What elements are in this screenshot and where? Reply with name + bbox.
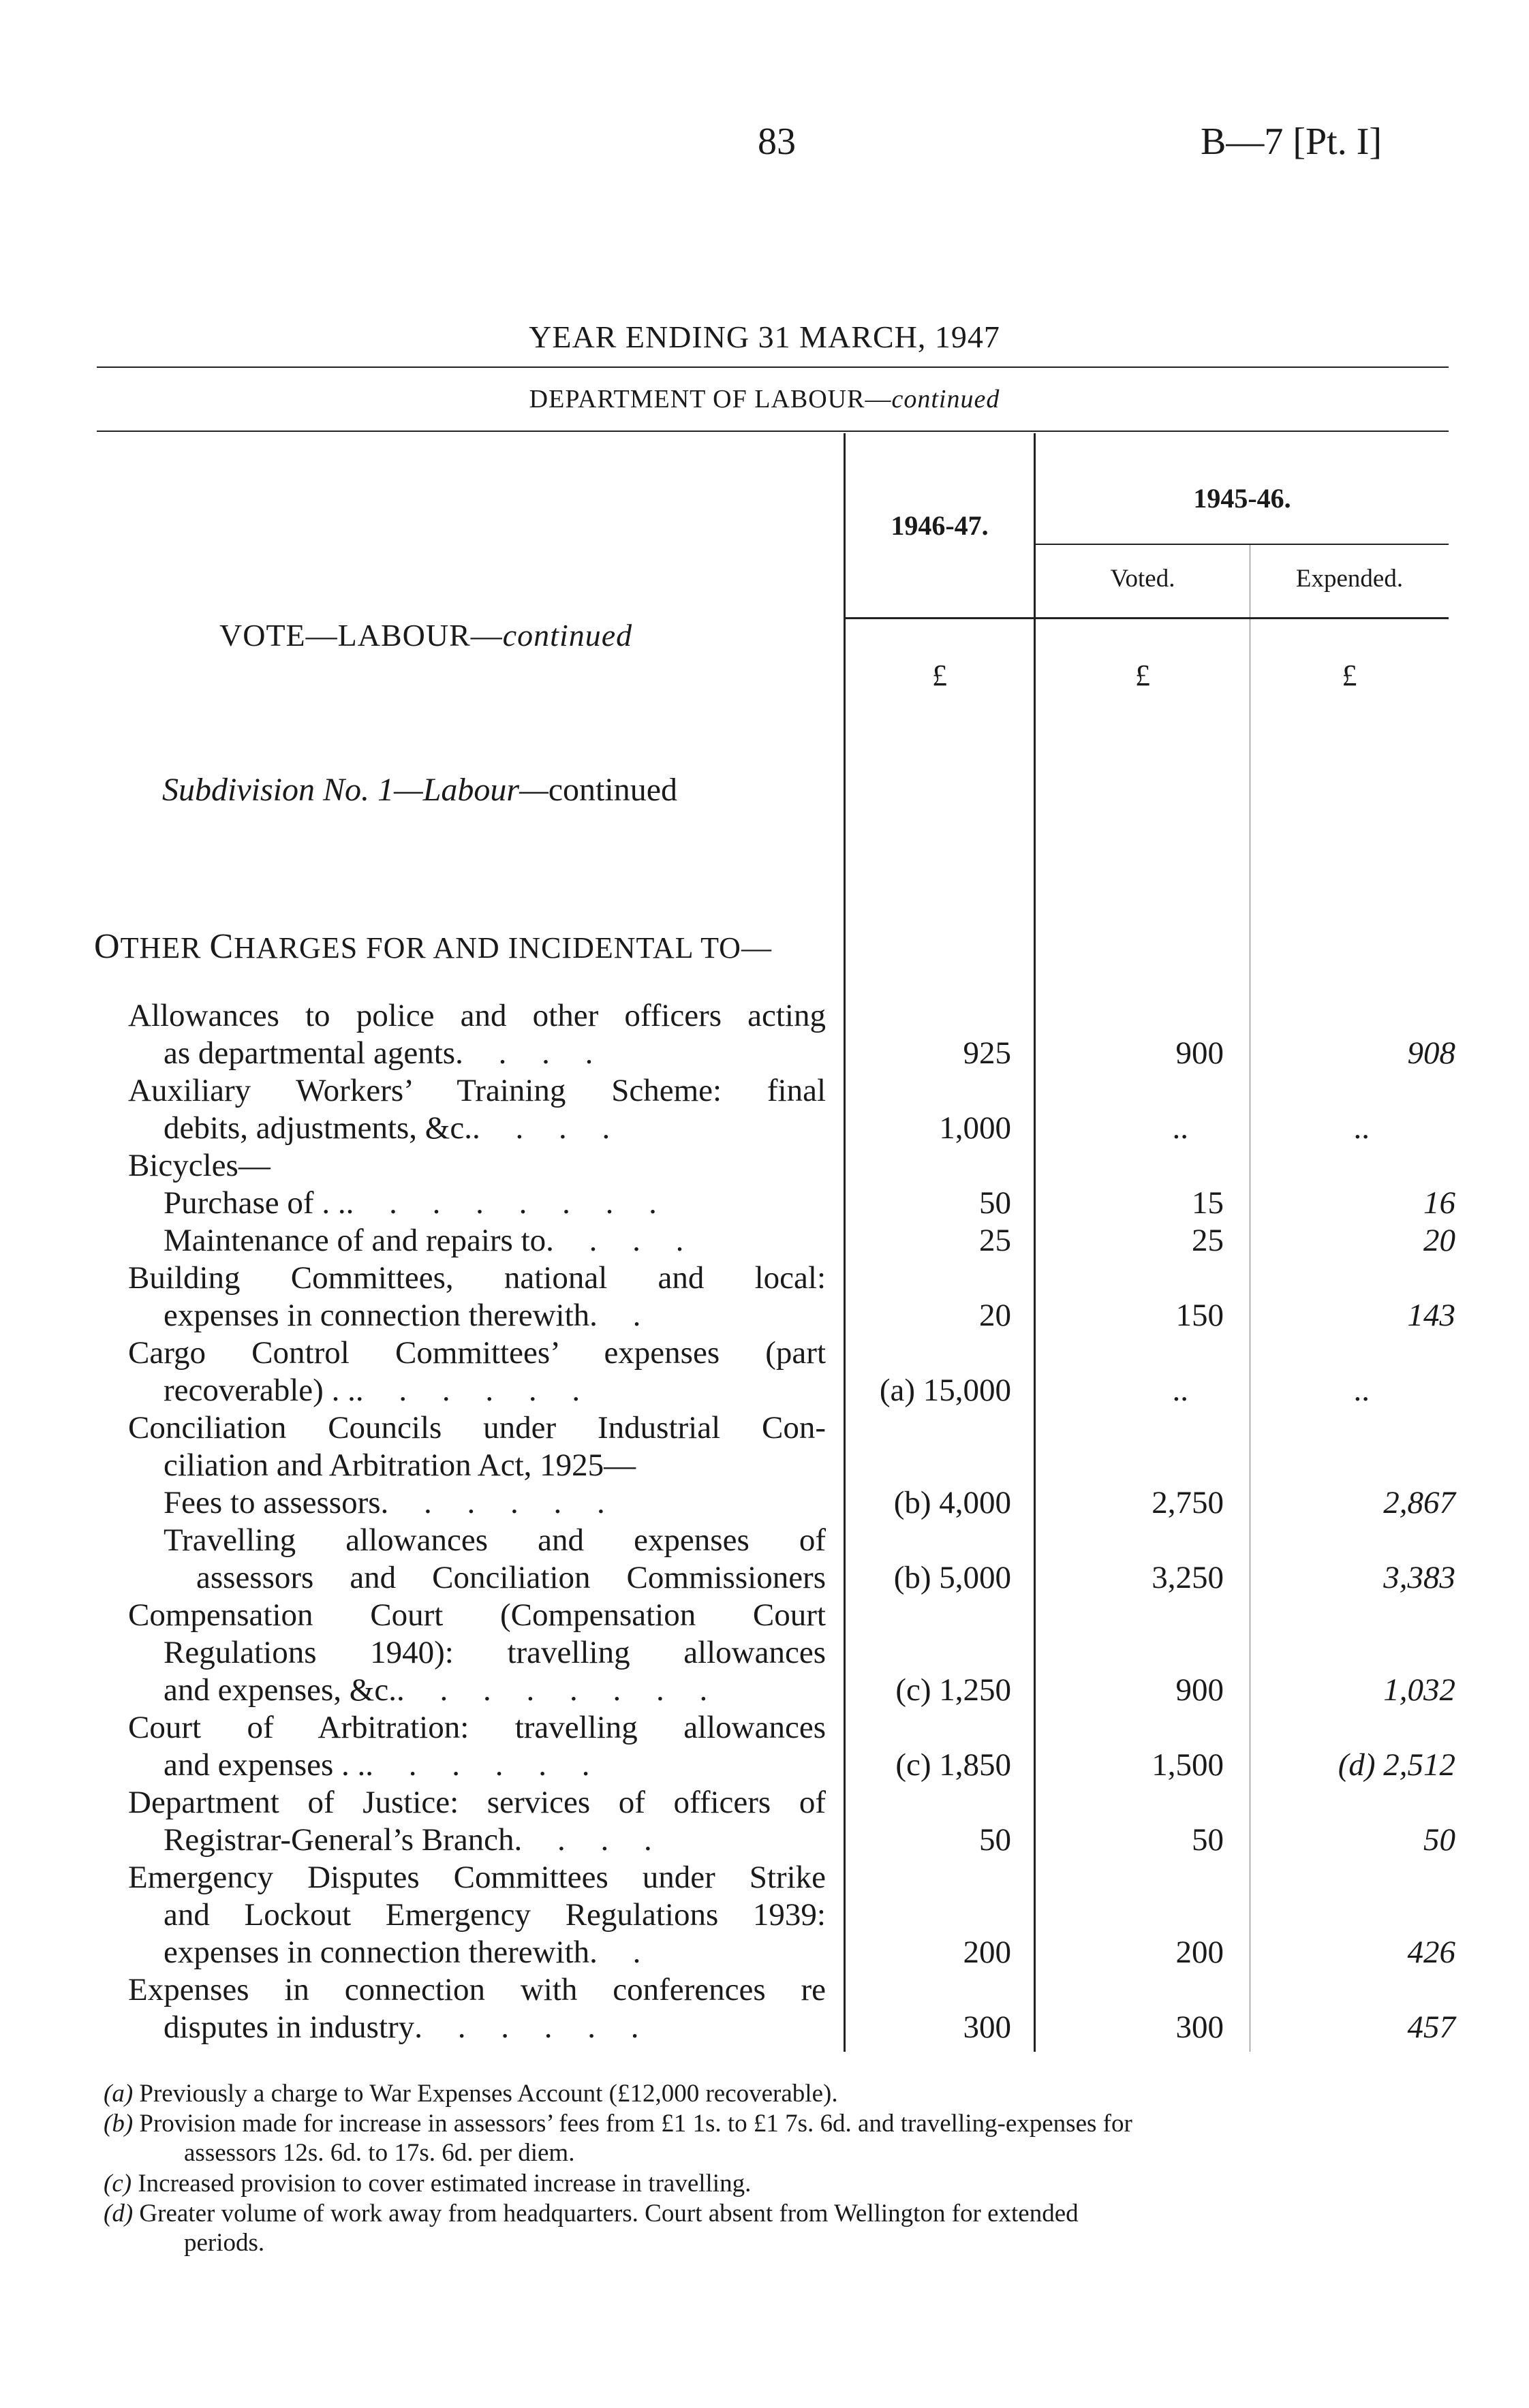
row-label-line: Travelling allowances and expenses of xyxy=(164,1522,826,1558)
value-voted: 200 xyxy=(1175,1935,1224,1970)
table-row xyxy=(128,1709,826,1784)
value-expended: 1,032 xyxy=(1383,1672,1455,1708)
section-heading-part-2: HARGES FOR AND INCIDENTAL TO— xyxy=(234,931,772,965)
row-leader-dots: . . . . . . xyxy=(355,1373,594,1408)
column-header-1945-46: 1945-46. xyxy=(1193,483,1291,514)
table-row xyxy=(128,1484,826,1522)
value-1946-47: 50 xyxy=(979,1185,1011,1221)
footnote-text: Previously a charge to War Expenses Account (£12,000 recoverable). xyxy=(139,2080,838,2108)
table-row xyxy=(128,1185,826,1222)
row-leader-dots: . . . . xyxy=(472,1110,624,1146)
row-label-line xyxy=(128,1447,826,1484)
footnote xyxy=(104,2199,1460,2257)
value-voted: .. xyxy=(1172,1110,1188,1146)
department-subtitle xyxy=(0,384,1529,414)
row-label-text: Bicycles— xyxy=(128,1148,271,1183)
table-row xyxy=(128,1597,826,1709)
value-expended: .. xyxy=(1353,1110,1370,1146)
row-leader-dots: . . . . xyxy=(546,1223,698,1258)
subtitle-rule xyxy=(97,431,1449,432)
row-label-line xyxy=(128,1147,826,1185)
value-voted: 1,500 xyxy=(1152,1747,1224,1783)
value-voted: 25 xyxy=(1192,1223,1224,1258)
row-label-line xyxy=(128,1222,826,1260)
value-1946-47: 20 xyxy=(979,1298,1011,1333)
value-1946-47: (c) 1,850 xyxy=(895,1747,1011,1783)
row-leader-dots: . . . . . . . . xyxy=(396,1672,722,1708)
value-1946-47: (b) 4,000 xyxy=(893,1485,1011,1520)
value-voted: 50 xyxy=(1192,1822,1224,1858)
table-row xyxy=(128,1072,826,1147)
row-label-text: ciliation and Arbitration Act, 1925— xyxy=(164,1448,636,1483)
previous-year-underline xyxy=(1035,544,1449,545)
row-label-line: Expenses in connection with conferences re xyxy=(128,1972,826,2007)
row-label-line xyxy=(128,1747,826,1784)
value-expended: 20 xyxy=(1423,1223,1455,1258)
row-label-text: recoverable) . . xyxy=(164,1373,356,1408)
row-leader-dots: . . . . . . xyxy=(365,1747,604,1783)
row-label-text: disputes in industry xyxy=(164,2010,415,2045)
value-voted: 300 xyxy=(1175,2010,1224,2045)
value-voted: 900 xyxy=(1175,1672,1224,1708)
value-1946-47: (c) 1,250 xyxy=(895,1672,1011,1708)
column-header-voted: Voted. xyxy=(1110,565,1175,593)
row-leader-dots: . . xyxy=(589,1935,655,1970)
value-voted: .. xyxy=(1172,1373,1188,1408)
value-1946-47: 25 xyxy=(979,1223,1011,1258)
document-reference: B—7 [Pt. I] xyxy=(1201,121,1382,163)
value-voted: 900 xyxy=(1175,1035,1224,1071)
footnote-mark: (c) xyxy=(104,2170,132,2198)
value-expended: 16 xyxy=(1423,1185,1455,1221)
row-label-line xyxy=(128,1035,826,1072)
value-expended: 50 xyxy=(1423,1822,1455,1858)
table-row xyxy=(128,1409,826,1484)
footnote-continuation: assessors 12s. 6d. to 17s. 6d. per diem. xyxy=(184,2139,575,2167)
row-leader-dots: . . . . . . xyxy=(380,1485,619,1520)
value-expended: .. xyxy=(1353,1373,1370,1408)
currency-expended: £ xyxy=(1342,659,1357,692)
row-leader-dots: . . . . . . . . xyxy=(345,1185,670,1221)
value-expended: (d) 2,512 xyxy=(1338,1747,1455,1783)
row-label-line: assessors and Conciliation Commissioners xyxy=(196,1560,826,1595)
section-heading-cap-c: C xyxy=(209,927,234,966)
footnote-continuation: periods. xyxy=(184,2229,265,2257)
table-row xyxy=(128,1522,826,1597)
currency-voted: £ xyxy=(1135,659,1150,692)
row-label-line: Conciliation Councils under Industrial Con- xyxy=(128,1410,826,1445)
value-voted: 150 xyxy=(1175,1298,1224,1333)
value-voted: 2,750 xyxy=(1152,1485,1224,1520)
vote-name: VOTE—LABOUR— xyxy=(219,618,503,653)
row-label-line: Department of Justice: services of officers of xyxy=(128,1785,826,1820)
row-label-line xyxy=(128,1297,826,1334)
subdivision-continued: continued xyxy=(548,772,678,808)
title-rule xyxy=(97,366,1449,368)
row-label-line xyxy=(128,1934,826,1971)
row-label-text: and expenses, &c. xyxy=(164,1672,397,1708)
row-label-line xyxy=(128,1110,826,1147)
row-label-line xyxy=(128,1821,826,1859)
footnote-mark: (b) xyxy=(104,2110,134,2138)
row-label-text: Fees to assessors xyxy=(164,1485,381,1520)
value-voted: 3,250 xyxy=(1152,1560,1224,1595)
row-label-line: Auxiliary Workers’ Training Scheme: final xyxy=(128,1073,826,1108)
table-row xyxy=(128,1971,826,2046)
footnote xyxy=(104,2109,1460,2168)
row-label-line: Regulations 1940): travelling allowances xyxy=(164,1635,826,1670)
page-number: 83 xyxy=(758,121,796,163)
footnote-mark: (a) xyxy=(104,2080,134,2108)
footnote-text: Increased provision to cover estimated increase in travelling. xyxy=(138,2170,752,2198)
footnote xyxy=(104,2079,1460,2108)
table-row xyxy=(128,1334,826,1409)
row-leader-dots: . . . . xyxy=(514,1822,666,1858)
row-label-text: Purchase of . . xyxy=(164,1185,346,1221)
section-heading xyxy=(94,926,772,967)
value-expended: 457 xyxy=(1407,2010,1455,2045)
value-1946-47: 300 xyxy=(963,2010,1011,2045)
row-label-line: Emergency Disputes Committees under Strike xyxy=(128,1860,826,1895)
row-leader-dots: . . xyxy=(589,1298,655,1333)
row-label-line xyxy=(128,1372,826,1409)
row-label-text: expenses in connection therewith xyxy=(164,1935,590,1970)
section-heading-part-1: THER xyxy=(120,931,210,965)
value-1946-47: 925 xyxy=(963,1035,1011,1071)
row-label-line: Allowances to police and other officers acting xyxy=(128,998,826,1033)
value-1946-47: 1,000 xyxy=(939,1110,1011,1146)
value-expended: 2,867 xyxy=(1383,1485,1455,1520)
section-heading-cap-o: O xyxy=(94,927,121,966)
table-row xyxy=(128,1260,826,1334)
value-1946-47: (b) 5,000 xyxy=(893,1560,1011,1595)
column-header-expended: Expended. xyxy=(1295,565,1404,593)
vote-heading xyxy=(219,617,632,653)
row-label-text: debits, adjustments, &c. xyxy=(164,1110,472,1146)
table-row xyxy=(128,1222,826,1260)
row-label-line: Compensation Court (Compensation Court xyxy=(128,1597,826,1633)
value-expended: 3,383 xyxy=(1383,1560,1455,1595)
table-row xyxy=(128,997,826,1072)
row-leader-dots: . . . . xyxy=(455,1035,607,1071)
row-label-text: as departmental agents xyxy=(164,1035,456,1071)
table-row xyxy=(128,1859,826,1971)
row-label-text: Registrar-General’s Branch xyxy=(164,1822,514,1858)
department-name: DEPARTMENT OF LABOUR— xyxy=(529,385,892,413)
row-label-line xyxy=(128,1672,826,1709)
value-1946-47: 200 xyxy=(963,1935,1011,1970)
row-label-line: Court of Arbitration: travelling allowances xyxy=(128,1710,826,1745)
subdivision-heading xyxy=(162,771,677,809)
department-continued: continued xyxy=(891,385,1000,413)
row-label-line: and Lockout Emergency Regulations 1939: xyxy=(164,1897,826,1933)
footnote-text: Greater volume of work away from headquarters. Court absent from Wellington for extended xyxy=(139,2200,1079,2227)
footnote xyxy=(104,2169,1460,2198)
row-label-text: expenses in connection therewith xyxy=(164,1298,590,1333)
footnote-mark: (d) xyxy=(104,2200,134,2227)
value-expended: 908 xyxy=(1407,1035,1455,1071)
table-row xyxy=(128,1147,826,1185)
column-header-bottom-rule xyxy=(844,617,1449,619)
subdivision-name: Subdivision No. 1—Labour— xyxy=(162,772,549,808)
row-leader-dots: . . . . . . xyxy=(414,2010,653,2045)
row-label-line xyxy=(128,2009,826,2046)
table-row xyxy=(128,1784,826,1859)
row-label-line: Cargo Control Committees’ expenses (part xyxy=(128,1335,826,1371)
column-header-1946-47: 1946-47. xyxy=(891,510,989,541)
page-title: YEAR ENDING 31 MARCH, 1947 xyxy=(529,319,1000,354)
value-1946-47: 50 xyxy=(979,1822,1011,1858)
row-label-text: and expenses . . xyxy=(164,1747,366,1783)
row-label-line xyxy=(128,1484,826,1522)
value-voted: 15 xyxy=(1192,1185,1224,1221)
value-1946-47: (a) 15,000 xyxy=(879,1373,1011,1408)
row-label-text: Maintenance of and repairs to xyxy=(164,1223,546,1258)
value-expended: 426 xyxy=(1407,1935,1455,1970)
row-label-line xyxy=(128,1185,826,1222)
vote-continued: continued xyxy=(502,618,633,653)
row-label-line: Building Committees, national and local: xyxy=(128,1260,826,1296)
footnote-text: Provision made for increase in assessors’ fees from £1 1s. to £1 7s. 6d. and travelling-expenses for xyxy=(139,2110,1132,2138)
value-expended: 143 xyxy=(1407,1298,1455,1333)
currency-1946-47: £ xyxy=(932,659,947,692)
